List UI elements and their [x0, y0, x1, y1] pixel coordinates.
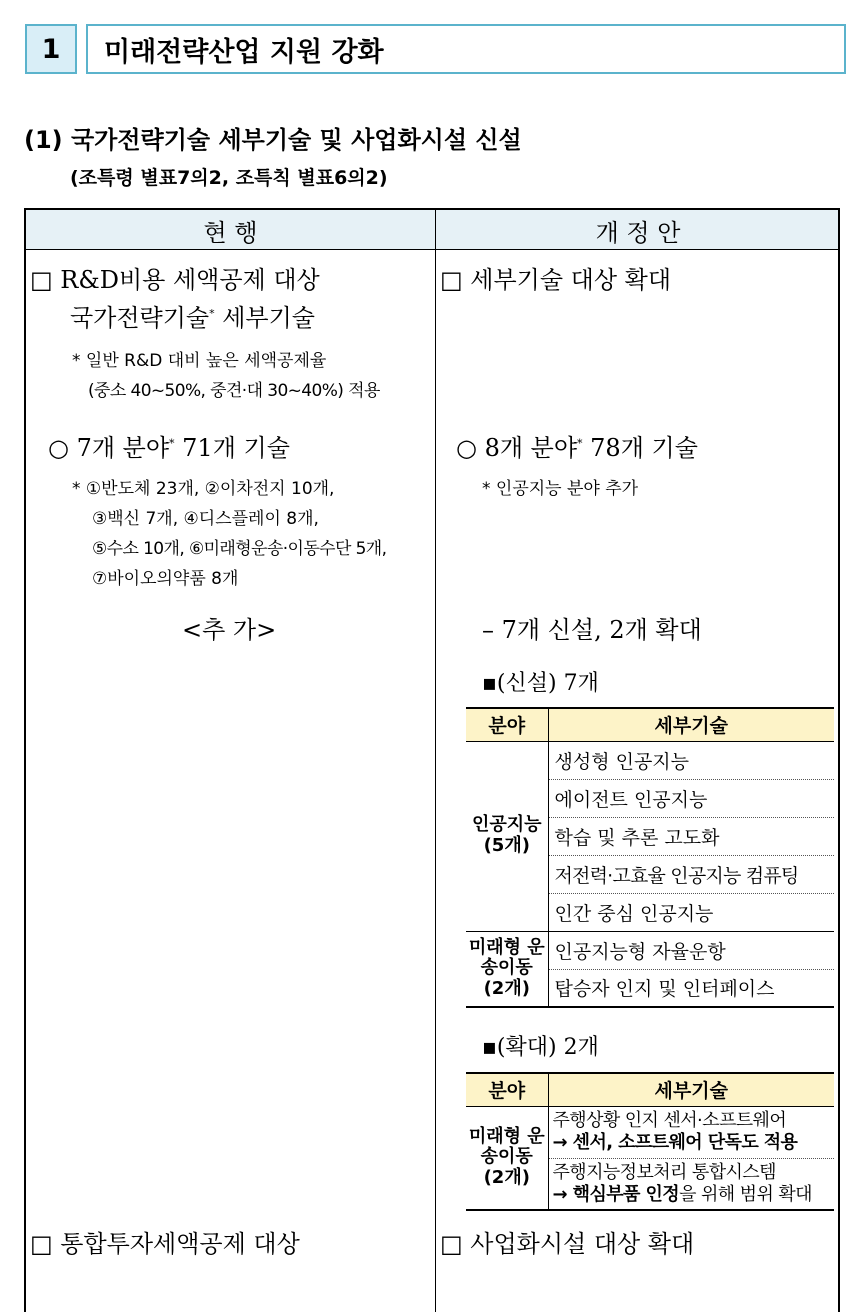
left-add-label: <추 가>: [182, 616, 277, 644]
new-tech-table: [466, 707, 834, 1008]
section-title: 미래전략산업 지원 강화: [86, 24, 846, 74]
mobility-category: 미래형 운송이동 (2개): [466, 931, 548, 1007]
table-row: 주행상황 인지 센서·소프트웨어 → 센서, 소프트웨어 단독도 적용: [548, 1106, 834, 1158]
table-row: 학습 및 추론 고도화: [548, 817, 834, 855]
table-row: 탑승자 인지 및 인터페이스: [548, 969, 834, 1007]
expand-table-header-tech: 세부기술: [548, 1073, 834, 1106]
new-table-header-tech: 세부기술: [548, 708, 834, 741]
header-current: 현 행: [203, 218, 258, 247]
right-item-facility: □ 사업화시설 대상 확대: [440, 1230, 695, 1258]
column-divider: [435, 210, 436, 1312]
right-expand-label: ▪(확대) 2개: [482, 1035, 599, 1060]
expand-category: 미래형 운송이동 (2개): [466, 1106, 548, 1210]
header-proposed: 개 정 안: [595, 218, 681, 247]
left-field-list-1: * ①반도체 23개, ②이차전지 10개,: [72, 479, 335, 499]
table-row: 생성형 인공지능: [548, 741, 834, 779]
left-field-list-3: ⑤수소 10개, ⑥미래형운송·이동수단 5개,: [92, 539, 387, 559]
right-new-label: ▪(신설) 7개: [482, 671, 599, 696]
right-fields: ○ 8개 분야* 78개 기술: [456, 434, 698, 462]
subsection-reference: (조특령 별표7의2, 조특칙 별표6의2): [70, 167, 388, 189]
ai-category: 인공지능 (5개): [466, 741, 548, 931]
table-row: 주행지능정보처리 통합시스템 → 핵심부품 인정을 위해 범위 확대: [548, 1158, 834, 1210]
left-fields: ○ 7개 분야* 71개 기술: [48, 434, 290, 462]
left-field-list-2: ③백신 7개, ④디스플레이 8개,: [92, 509, 319, 529]
table-row: 인공지능형 자율운항: [548, 931, 834, 969]
left-item-rnd: □ R&D비용 세액공제 대상: [30, 266, 320, 294]
table-row: 에이전트 인공지능: [548, 779, 834, 817]
left-note-rate-line2: (중소 40~50%, 중견·대 30~40%) 적용: [88, 381, 380, 401]
expand-table-header-field: 분야: [466, 1073, 548, 1106]
left-item-investment: □ 통합투자세액공제 대상: [30, 1230, 300, 1258]
section-number: 1: [25, 24, 77, 74]
left-item-rnd-line2: 국가전략기술* 세부기술: [70, 304, 315, 332]
subsection-heading: (1) 국가전략기술 세부기술 및 사업화시설 신설: [24, 126, 522, 154]
comparison-table: [24, 208, 840, 1312]
table-row: 저전력·고효율 인공지능 컴퓨팅: [548, 855, 834, 893]
expand-tech-table: [466, 1072, 834, 1211]
new-table-header-field: 분야: [466, 708, 548, 741]
right-item-expand: □ 세부기술 대상 확대: [440, 266, 672, 294]
table-row: 인간 중심 인공지능: [548, 893, 834, 931]
left-field-list-4: ⑦바이오의약품 8개: [92, 569, 239, 589]
right-dash-summary: – 7개 신설, 2개 확대: [482, 616, 702, 644]
right-note-ai: * 인공지능 분야 추가: [482, 479, 639, 499]
left-note-rate: * 일반 R&D 대비 높은 세액공제율: [72, 351, 327, 371]
